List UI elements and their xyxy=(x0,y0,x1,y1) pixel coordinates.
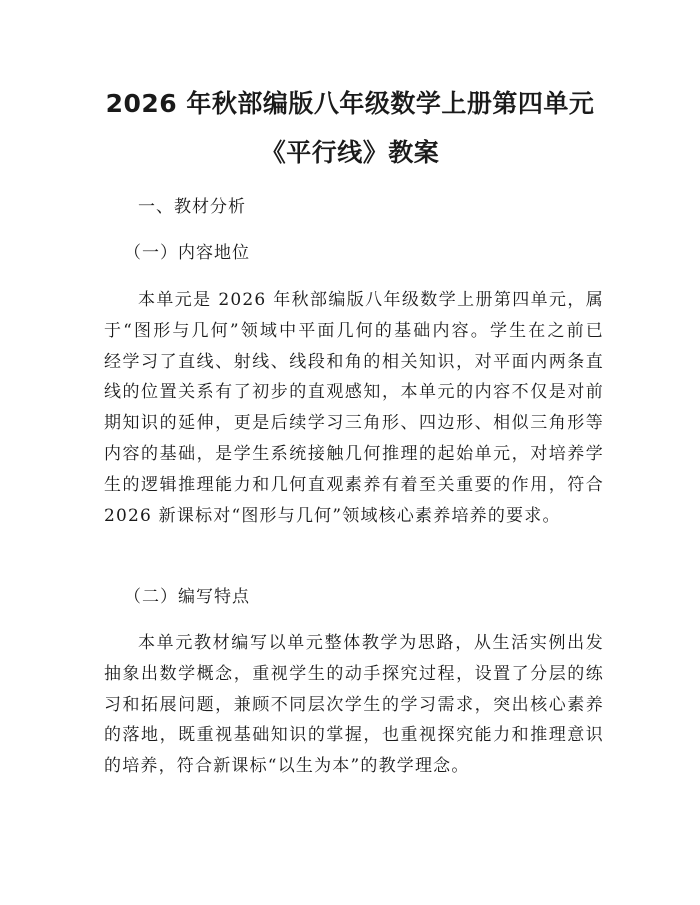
paragraph-line: 生的逻辑推理能力和几何直观素养有着至关重要的作用，符合 xyxy=(104,474,604,495)
paragraph-line: 线的位置关系有了初步的直观感知，本单元的内容不仅是对前 xyxy=(104,382,604,403)
paragraph-line: 内容的基础，是学生系统接触几何推理的起始单元，对培养学 xyxy=(104,443,604,464)
document-title-line-1: 2026 年秋部编版八年级数学上册第四单元 xyxy=(105,89,595,118)
paragraph-writing-features xyxy=(104,628,604,782)
paragraph-line: 抽象出数学概念，重视学生的动手探究过程，设置了分层的练 xyxy=(104,663,604,684)
paragraph-line: 于“图形与几何”领域中平面几何的基础内容。学生在之前已 xyxy=(104,320,604,341)
paragraph-line: 本单元教材编写以单元整体教学为思路，从生活实例出发 xyxy=(138,633,604,653)
subsection-heading-writing-features: （二）编写特点 xyxy=(124,587,250,607)
document-title-line-2: 《平行线》教案 xyxy=(260,138,440,167)
paragraph-line: 的落地，既重视基础知识的掌握，也重视探究能力和推理意识 xyxy=(104,725,604,746)
paragraph-line: 经学习了直线、射线、线段和角的相关知识，对平面内两条直 xyxy=(104,351,604,372)
paragraph-line: 2026 新课标对“图形与几何”领域核心素养培养的要求。 xyxy=(104,505,561,526)
paragraph-line: 习和拓展问题，兼顾不同层次学生的学习需求，突出核心素养 xyxy=(104,694,604,715)
subsection-heading-content-position: （一）内容地位 xyxy=(124,243,250,263)
section-heading-teaching-material-analysis: 一、教材分析 xyxy=(138,197,246,217)
paragraph-line: 的培养，符合新课标“以生为本”的教学理念。 xyxy=(104,756,470,777)
paragraph-line: 本单元是 2026 年秋部编版八年级数学上册第四单元，属 xyxy=(138,290,604,310)
paragraph-line: 期知识的延伸，更是后续学习三角形、四边形、相似三角形等 xyxy=(104,413,604,434)
paragraph-content-position xyxy=(104,285,604,531)
